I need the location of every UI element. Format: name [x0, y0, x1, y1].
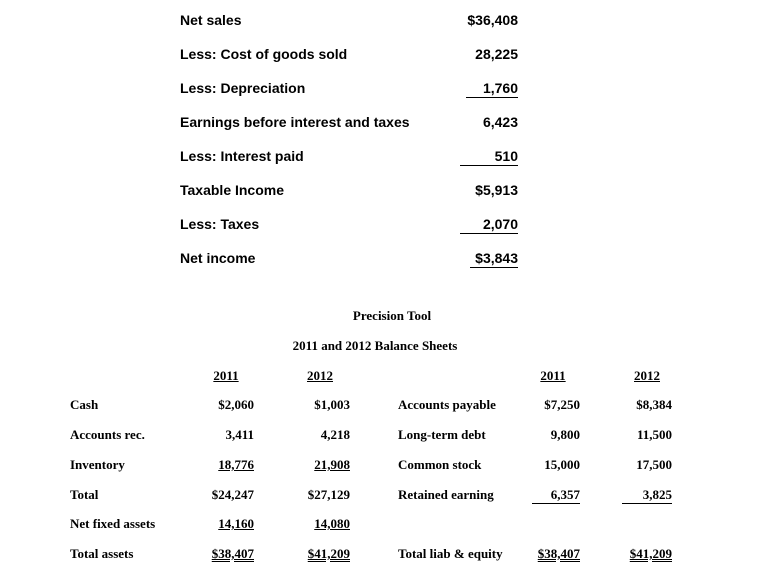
assets-2011-header: 2011 [213, 368, 239, 383]
inventory-label: Inventory [70, 457, 125, 472]
accounts-payable-label: Accounts payable [398, 397, 496, 412]
cogs-value: 28,225 [475, 46, 518, 62]
total-assets-2012: $41,209 [307, 546, 350, 561]
total-liab-equity-2011: $38,407 [537, 546, 580, 561]
common-stock-2011: 15,000 [544, 457, 580, 472]
cogs-label: Less: Cost of goods sold [180, 46, 348, 62]
accounts-payable-2011: $7,250 [544, 397, 580, 412]
company-title: Precision Tool [352, 308, 432, 323]
accounts-payable-2012: $8,384 [636, 397, 672, 412]
total-liab-equity-label: Total liab & equity [398, 546, 503, 561]
total-assets-label: Total assets [70, 546, 134, 561]
accounts-rec-2012: 4,218 [320, 427, 350, 442]
net-income-label: Net income [180, 250, 256, 266]
ebit-label: Earnings before interest and taxes [180, 114, 410, 130]
assets-2012-header: 2012 [307, 368, 333, 383]
cash-2011: $2,060 [218, 397, 254, 412]
accounts-rec-2011: 3,411 [225, 427, 254, 442]
common-stock-2012: 17,500 [636, 457, 672, 472]
interest-value: 510 [494, 148, 518, 164]
balance-sheet-subtitle: 2011 and 2012 Balance Sheets [292, 338, 458, 353]
liab-2012-header: 2012 [634, 368, 660, 383]
ebit-value: 6,423 [482, 114, 518, 130]
net-sales-label: Net sales [180, 12, 242, 28]
taxes-label: Less: Taxes [180, 216, 260, 232]
retained-earning-2011: 6,357 [550, 487, 580, 502]
interest-label: Less: Interest paid [180, 148, 304, 164]
taxable-income-label: Taxable Income [180, 182, 285, 198]
inventory-2011: 18,776 [218, 457, 254, 472]
long-term-debt-2011: 9,800 [550, 427, 580, 442]
net-fixed-assets-2012: 14,080 [314, 516, 350, 531]
depreciation-value: 1,760 [482, 80, 518, 96]
cash-label: Cash [70, 397, 99, 412]
total-current-2011: $24,247 [211, 487, 254, 502]
net-fixed-assets-label: Net fixed assets [70, 516, 156, 531]
long-term-debt-label: Long-term debt [398, 427, 486, 442]
cash-2012: $1,003 [314, 397, 350, 412]
taxes-value: 2,070 [482, 216, 518, 232]
total-current-label: Total [70, 487, 99, 502]
accounts-rec-label: Accounts rec. [70, 427, 145, 442]
depreciation-underline [466, 97, 518, 98]
retained-earning-2012-underline [622, 503, 672, 504]
depreciation-label: Less: Depreciation [180, 80, 306, 96]
long-term-debt-2012: 11,500 [636, 427, 672, 442]
interest-underline [460, 165, 518, 166]
net-income-underline [470, 267, 518, 268]
total-assets-2011: $38,407 [211, 546, 254, 561]
net-income-value: $3,843 [475, 250, 518, 266]
total-current-2012: $27,129 [307, 487, 350, 502]
common-stock-label: Common stock [398, 457, 482, 472]
inventory-2012: 21,908 [314, 457, 350, 472]
taxes-underline [460, 233, 518, 234]
taxable-income-value: $5,913 [475, 182, 518, 198]
retained-earning-2011-underline [532, 503, 580, 504]
net-sales-value: $36,408 [467, 12, 518, 28]
liab-2011-header: 2011 [540, 368, 566, 383]
total-liab-equity-2012: $41,209 [629, 546, 672, 561]
retained-earning-2012: 3,825 [642, 487, 672, 502]
net-fixed-assets-2011: 14,160 [218, 516, 254, 531]
retained-earning-label: Retained earning [398, 487, 494, 502]
